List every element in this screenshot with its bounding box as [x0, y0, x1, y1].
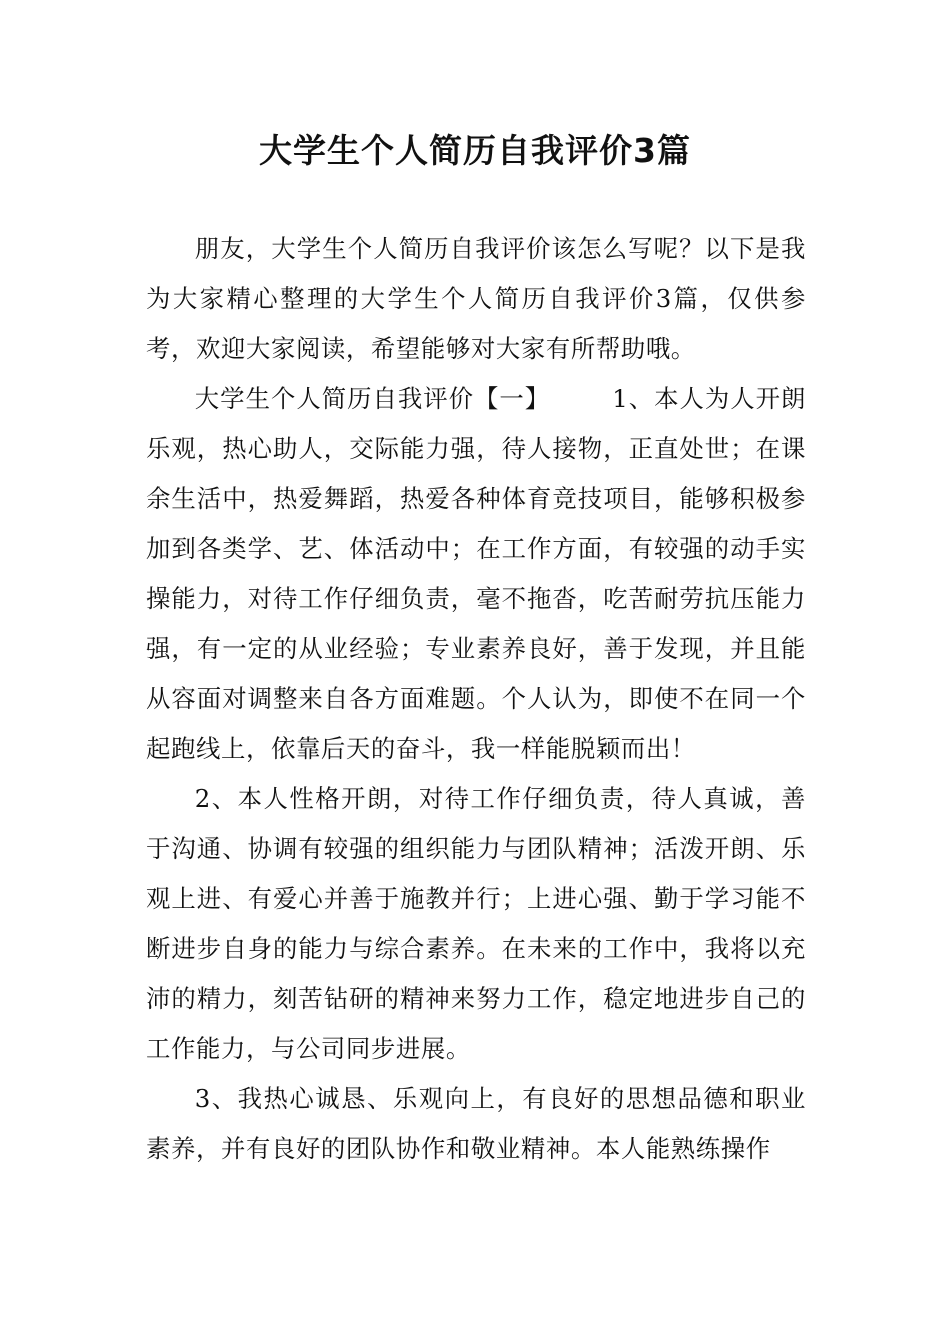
- document-title: 大学生个人简历自我评价3篇: [259, 131, 691, 170]
- intro-paragraph: 朋友，大学生个人简历自我评价该怎么写呢？以下是我为大家精心整理的大学生个人简历自我评价3篇，仅供参考，欢迎大家阅读，希望能够对大家有所帮助哦。: [146, 234, 806, 363]
- section-one-paragraph: [146, 374, 806, 774]
- document-body: [146, 224, 806, 1174]
- item-three-paragraph: 3、我热心诚恳、乐观向上，有良好的思想品德和职业素养，并有良好的团队协作和敬业精神。本人能熟练操作: [146, 1084, 806, 1163]
- item-two-paragraph: 2、本人性格开朗，对待工作仔细负责，待人真诚，善于沟通、协调有较强的组织能力与团队精神；活泼开朗、乐观上进、有爱心并善于施教并行；上进心强、勤于学习能不断进步自身的能力与综合素养。在未来的工作中，我将以充沛的精力，刻苦钻研的精神来努力工作，稳定地进步自己的工作能力，与公司同步进展。: [146, 784, 806, 1063]
- item-one-text: 1、本人为人开朗乐观，热心助人，交际能力强，待人接物，正直处世；在课余生活中，热爱舞蹈，热爱各种体育竞技项目，能够积极参加到各类学、艺、体活动中；在工作方面，有较强的动手实操能力，对待工作仔细负责，毫不拖沓，吃苦耐劳抗压能力强，有一定的从业经验；专业素养良好，善于发现，并且能从容面对调整来自各方面难题。个人认为，即使不在同一个起跑线上，依靠后天的奋斗，我一样能脱颖而出！: [146, 384, 806, 763]
- section-heading: 大学生个人简历自我评价【一】: [194, 384, 551, 413]
